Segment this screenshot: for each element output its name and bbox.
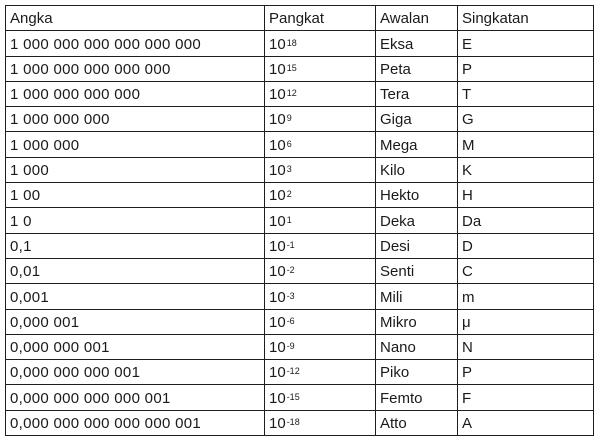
cell-angka: 0,1 — [6, 233, 265, 258]
power-base: 10 — [269, 339, 286, 357]
power-base: 10 — [269, 389, 286, 407]
cell-pangkat — [265, 360, 376, 385]
power-base: 10 — [269, 35, 286, 53]
table-row — [6, 208, 594, 233]
cell-angka: 0,01 — [6, 258, 265, 283]
table-row — [6, 385, 594, 410]
power-exponent: -15 — [286, 391, 300, 402]
power-exponent: 15 — [286, 62, 297, 73]
table-row — [6, 132, 594, 157]
power-exponent: -2 — [286, 265, 295, 276]
cell-angka: 0,000 000 001 — [6, 334, 265, 359]
cell-singkatan: K — [458, 157, 594, 182]
table-row — [6, 31, 594, 56]
cell-angka: 1 000 000 — [6, 132, 265, 157]
cell-awalan: Femto — [376, 385, 458, 410]
cell-pangkat — [265, 31, 376, 56]
header-awalan: Awalan — [376, 6, 458, 31]
cell-pangkat — [265, 157, 376, 182]
power-base: 10 — [269, 364, 286, 382]
cell-pangkat — [265, 107, 376, 132]
power-exponent: 9 — [286, 113, 292, 124]
table-row — [6, 107, 594, 132]
power-base: 10 — [269, 136, 286, 154]
power-exponent: -12 — [286, 366, 300, 377]
power-exponent: 18 — [286, 37, 297, 48]
cell-singkatan: m — [458, 284, 594, 309]
cell-pangkat — [265, 309, 376, 334]
power-exponent: -3 — [286, 290, 295, 301]
table-row — [6, 284, 594, 309]
power-base: 10 — [269, 212, 286, 230]
header-angka: Angka — [6, 6, 265, 31]
table-row — [6, 157, 594, 182]
power-base: 10 — [269, 237, 286, 255]
cell-angka: 0,000 000 000 000 000 001 — [6, 410, 265, 435]
cell-pangkat — [265, 208, 376, 233]
cell-pangkat — [265, 410, 376, 435]
cell-awalan: Desi — [376, 233, 458, 258]
cell-angka: 1 000 000 000 000 — [6, 81, 265, 106]
cell-awalan: Giga — [376, 107, 458, 132]
power-base: 10 — [269, 187, 286, 205]
table-row — [6, 81, 594, 106]
power-exponent: -18 — [286, 417, 300, 428]
cell-pangkat — [265, 56, 376, 81]
power-exponent: 6 — [286, 138, 292, 149]
cell-singkatan: F — [458, 385, 594, 410]
prefix-table — [5, 5, 594, 436]
cell-pangkat — [265, 334, 376, 359]
cell-singkatan: μ — [458, 309, 594, 334]
table-row — [6, 233, 594, 258]
power-exponent: 12 — [286, 88, 297, 99]
table-row — [6, 258, 594, 283]
power-base: 10 — [269, 111, 286, 129]
cell-singkatan: E — [458, 31, 594, 56]
power-base: 10 — [269, 288, 286, 306]
table-row — [6, 56, 594, 81]
cell-pangkat — [265, 284, 376, 309]
cell-singkatan: A — [458, 410, 594, 435]
power-exponent: -9 — [286, 341, 295, 352]
power-base: 10 — [269, 415, 286, 433]
cell-angka: 1 000 000 000 — [6, 107, 265, 132]
cell-pangkat — [265, 183, 376, 208]
cell-awalan: Mikro — [376, 309, 458, 334]
cell-angka: 1 000 — [6, 157, 265, 182]
table-row — [6, 334, 594, 359]
cell-pangkat — [265, 233, 376, 258]
header-row — [6, 6, 594, 31]
cell-singkatan: D — [458, 233, 594, 258]
power-exponent: 3 — [286, 164, 292, 175]
cell-awalan: Nano — [376, 334, 458, 359]
cell-awalan: Mili — [376, 284, 458, 309]
cell-awalan: Hekto — [376, 183, 458, 208]
cell-awalan: Atto — [376, 410, 458, 435]
cell-pangkat — [265, 81, 376, 106]
power-base: 10 — [269, 86, 286, 104]
cell-awalan: Kilo — [376, 157, 458, 182]
cell-singkatan: T — [458, 81, 594, 106]
table-row — [6, 309, 594, 334]
cell-angka: 1 0 — [6, 208, 265, 233]
cell-awalan: Tera — [376, 81, 458, 106]
cell-singkatan: C — [458, 258, 594, 283]
cell-angka: 0,000 001 — [6, 309, 265, 334]
cell-awalan: Piko — [376, 360, 458, 385]
header-pangkat: Pangkat — [265, 6, 376, 31]
power-base: 10 — [269, 60, 286, 78]
table-row — [6, 183, 594, 208]
table-header — [6, 6, 594, 31]
cell-pangkat — [265, 132, 376, 157]
cell-angka: 0,000 000 000 000 001 — [6, 385, 265, 410]
header-singkatan: Singkatan — [458, 6, 594, 31]
cell-angka: 1 00 — [6, 183, 265, 208]
cell-singkatan: P — [458, 360, 594, 385]
cell-pangkat — [265, 385, 376, 410]
cell-angka: 1 000 000 000 000 000 — [6, 56, 265, 81]
cell-singkatan: H — [458, 183, 594, 208]
cell-singkatan: N — [458, 334, 594, 359]
power-base: 10 — [269, 162, 286, 180]
power-base: 10 — [269, 263, 286, 281]
cell-angka: 0,000 000 000 001 — [6, 360, 265, 385]
power-exponent: -1 — [286, 239, 295, 250]
cell-awalan: Peta — [376, 56, 458, 81]
cell-singkatan: P — [458, 56, 594, 81]
cell-singkatan: Da — [458, 208, 594, 233]
cell-angka: 0,001 — [6, 284, 265, 309]
table-body — [6, 31, 594, 436]
cell-awalan: Deka — [376, 208, 458, 233]
power-exponent: 1 — [286, 214, 292, 225]
table-row — [6, 360, 594, 385]
cell-pangkat — [265, 258, 376, 283]
cell-singkatan: M — [458, 132, 594, 157]
power-exponent: -6 — [286, 315, 295, 326]
cell-singkatan: G — [458, 107, 594, 132]
cell-awalan: Senti — [376, 258, 458, 283]
cell-angka: 1 000 000 000 000 000 000 — [6, 31, 265, 56]
power-exponent: 2 — [286, 189, 292, 200]
power-base: 10 — [269, 313, 286, 331]
cell-awalan: Eksa — [376, 31, 458, 56]
table-row — [6, 410, 594, 435]
cell-awalan: Mega — [376, 132, 458, 157]
